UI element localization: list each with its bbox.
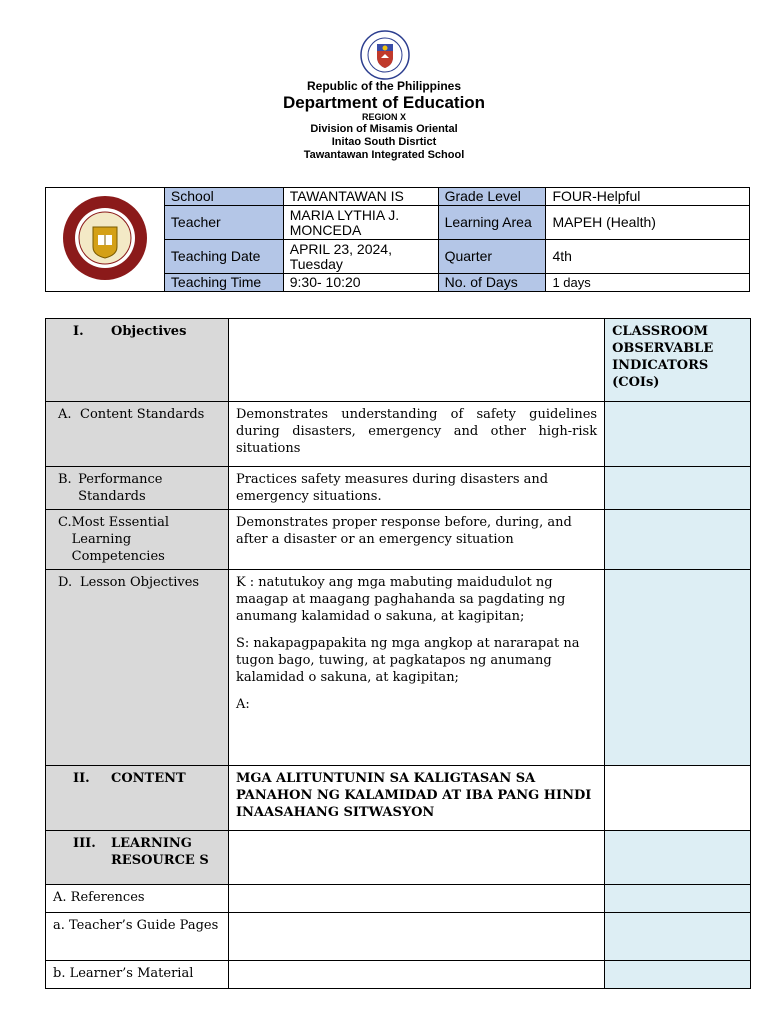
teachers-guide-label: a. Teacher’s Guide Pages <box>46 913 229 961</box>
objectives-label: Objectives <box>111 324 187 339</box>
content-standards-label: Content Standards <box>80 407 205 422</box>
quarter-value: 4th <box>546 240 750 274</box>
lesson-objectives-label: Lesson Objectives <box>80 575 200 590</box>
school-line: Tawantawan Integrated School <box>303 149 465 161</box>
school-label: School <box>164 188 283 206</box>
school-value: TAWANTAWAN IS <box>283 188 438 206</box>
content-standards-coi <box>605 402 751 467</box>
learners-material-coi <box>605 961 751 989</box>
teachers-guide-blank <box>228 913 604 961</box>
resources-label: LEARNING RESOURCE S <box>111 836 209 868</box>
grade-label: Grade Level <box>438 188 546 206</box>
lesson-objectives-label-cell: D. Lesson Objectives <box>46 570 229 766</box>
teachers-guide-coi <box>605 913 751 961</box>
division-line: Division of Misamis Oriental <box>310 123 458 135</box>
area-label: Learning Area <box>438 206 546 240</box>
region-line: REGION X <box>361 112 406 122</box>
grade-value: FOUR-Helpful <box>546 188 750 206</box>
content-text: MGA ALITUNTUNIN SA KALIGTASAN SA PANAHON NG KALAMIDAD AT IBA PANG HINDI INAASAHANG SITWASYON <box>228 766 604 831</box>
objectives-blank <box>228 319 604 402</box>
department-title: Department of Education <box>282 93 486 112</box>
date-value: APRIL 23, 2024, Tuesday <box>283 240 438 274</box>
teacher-value: MARIA LYTHIA J. MONCEDA <box>283 206 438 240</box>
content-header: II. CONTENT <box>46 766 229 831</box>
time-value: 9:30- 10:20 <box>283 274 438 292</box>
resources-header: III. LEARNING RESOURCE S <box>46 831 229 885</box>
lesson-objective-a: A: <box>235 697 250 712</box>
melc-text: Demonstrates proper response before, during, and after a disaster or an emergency situation <box>228 510 604 570</box>
performance-coi <box>605 467 751 510</box>
content-coi <box>605 766 751 831</box>
learners-material-label: b. Learner’s Material <box>46 961 229 989</box>
content-standards-label-cell: A. Content Standards <box>46 402 229 467</box>
lesson-objective-s: S: nakapagpapakita ng mga angkop at nararapat na tugon bago, tuwing, at pagkatapos ng anumang kalamidad o sakuna, at kagipitan; <box>235 636 580 685</box>
coi-header: CLASSROOM OBSERVABLE INDICATORS (COIs) <box>605 319 751 402</box>
content-label: CONTENT <box>111 771 186 786</box>
time-label: Teaching Time <box>164 274 283 292</box>
deped-seal <box>360 30 410 80</box>
references-blank <box>228 885 604 913</box>
area-value: MAPEH (Health) <box>546 206 750 240</box>
performance-label: Performance Standards <box>78 472 163 504</box>
objectives-header: I. Objectives <box>46 319 229 402</box>
lesson-plan-table <box>45 318 751 989</box>
lesson-objectives-cell <box>228 570 604 766</box>
republic-line: Republic of the Philippines <box>306 79 461 93</box>
melc-label: Most Essential Learning Competencies <box>71 515 169 564</box>
quarter-label: Quarter <box>438 240 546 274</box>
references-coi <box>605 885 751 913</box>
performance-label-cell: B. Performance Standards <box>46 467 229 510</box>
lesson-objective-k: K : natutukoy ang mga mabuting maidudulot ng maagap at maagang paghahanda sa pagdating ng anumang kalamidad o sakuna, at kagipitan; <box>235 575 566 624</box>
date-label: Teaching Date <box>164 240 283 274</box>
resources-coi <box>605 831 751 885</box>
school-logo <box>60 195 150 281</box>
teacher-label: Teacher <box>164 206 283 240</box>
content-standards-text: Demonstrates understanding of safety guidelines during disasters, emergency and other high-risk situations <box>228 402 604 467</box>
days-label: No. of Days <box>438 274 546 292</box>
performance-text: Practices safety measures during disasters and emergency situations. <box>228 467 604 510</box>
lesson-info-table <box>45 187 750 292</box>
melc-label-cell: C. Most Essential Learning Competencies <box>46 510 229 570</box>
melc-coi <box>605 510 751 570</box>
learners-material-blank <box>228 961 604 989</box>
district-line: Initao South Disrtict <box>331 136 437 148</box>
days-value: 1 days <box>546 274 750 292</box>
references-label: A. References <box>46 885 229 913</box>
school-logo-cell <box>46 188 165 292</box>
resources-blank <box>228 831 604 885</box>
lesson-objectives-coi <box>605 570 751 766</box>
